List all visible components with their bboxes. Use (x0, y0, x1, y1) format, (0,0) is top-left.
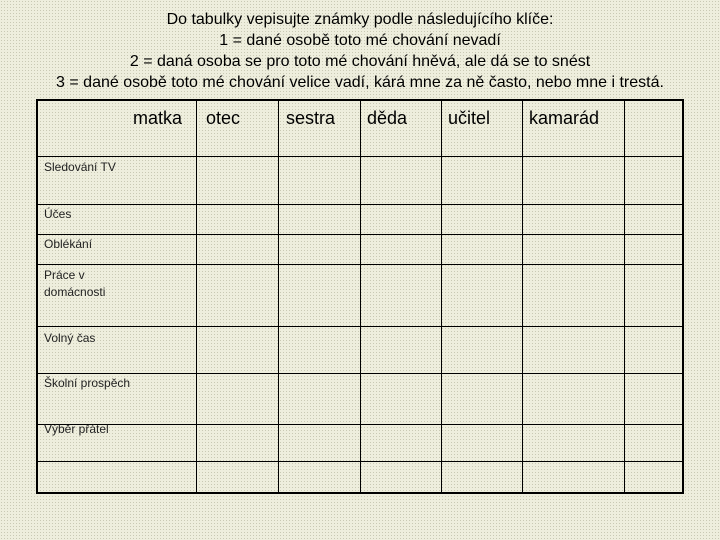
instruction-line-3: 2 = daná osoba se pro toto mé chování hněvá, ale dá se to snést (129, 53, 591, 70)
row-divider (38, 156, 682, 157)
row-label-skolni-prospech: Školní prospěch (44, 376, 131, 390)
row-label-oblekani: Oblékání (44, 237, 93, 251)
instruction-line-4: 3 = dané osobě toto mé chování velice vadí, kárá mne za ně často, nebo mne i trestá. (56, 74, 664, 91)
row-divider (38, 461, 682, 462)
row-label-volny-cas: Volný čas (44, 331, 96, 345)
row-label-uces: Účes (44, 207, 72, 221)
column-header-kamarad: kamarád (529, 108, 600, 128)
column-divider (624, 101, 625, 492)
row-label-prace-v-domacnosti: Práce v domácnosti (44, 268, 106, 299)
column-divider (441, 101, 442, 492)
row-divider (38, 326, 682, 327)
instructions (0, 9, 720, 93)
instruction-line-2: 1 = dané osobě toto mé chování nevadí (219, 32, 501, 49)
row-label-vyber-pratel: Výběr přátel (44, 422, 109, 436)
column-header-ucitel: učitel (448, 108, 491, 128)
column-divider (278, 101, 279, 492)
column-divider (522, 101, 523, 492)
column-divider (360, 101, 361, 492)
instruction-line-1: Do tabulky vepisujte známky podle následujícího klíče: (166, 11, 554, 28)
column-header-otec: otec (206, 108, 241, 128)
grades-table (36, 99, 684, 494)
row-divider (38, 373, 682, 374)
row-divider (38, 264, 682, 265)
column-divider (196, 101, 197, 492)
row-label-sledovani-tv: Sledování TV (44, 160, 116, 174)
column-header-matka: matka (133, 108, 183, 128)
column-header-sestra: sestra (286, 108, 336, 128)
column-header-deda: děda (367, 108, 408, 128)
row-divider (38, 234, 682, 235)
row-divider (38, 204, 682, 205)
